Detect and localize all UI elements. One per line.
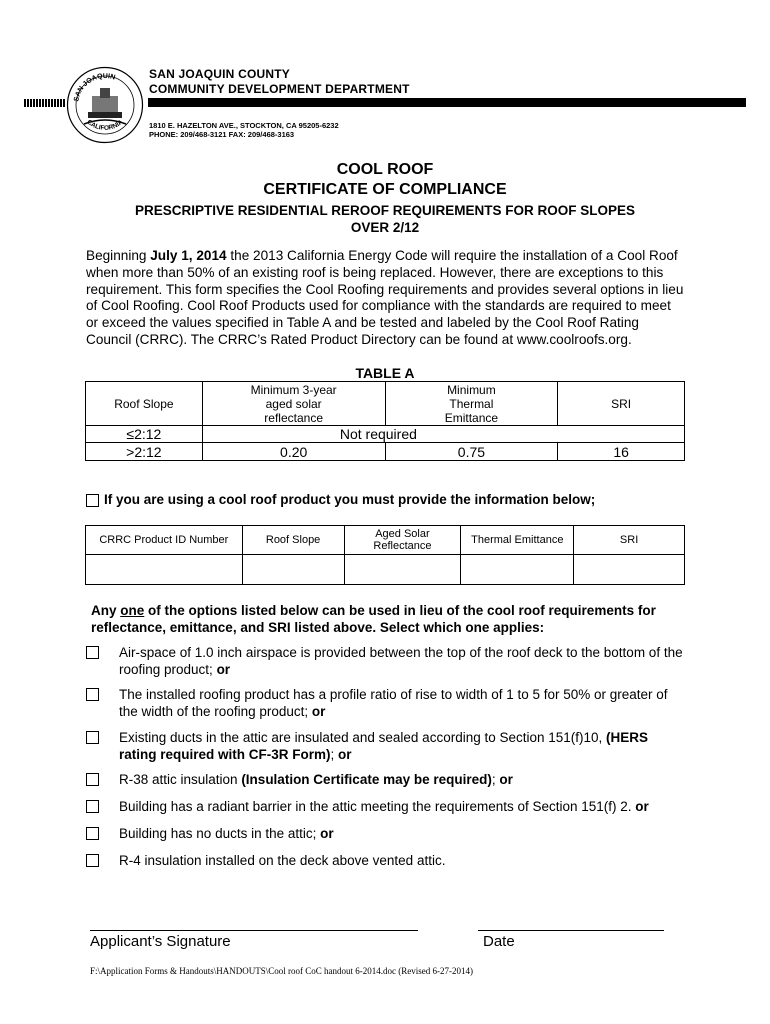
product-header-crrc-id: CRRC Product ID Number — [86, 526, 243, 555]
product-header-reflectance: Aged Solar Reflectance — [344, 526, 461, 555]
table-a-header-sri: SRI — [558, 382, 685, 426]
crrc-id-input-cell[interactable] — [86, 555, 243, 585]
form-title: COOL ROOF — [336, 161, 434, 178]
date-label: Date — [483, 933, 515, 950]
table-a-row1-not-required: Not required — [202, 426, 684, 443]
table-a-row2-slope: >2:12 — [86, 443, 203, 461]
product-info-table — [85, 525, 685, 585]
cool-roof-product-checkbox[interactable] — [86, 494, 99, 507]
option-no-ducts-checkbox[interactable] — [86, 827, 99, 840]
cool-roof-product-label: If you are using a cool roof product you must provide the information below; — [104, 492, 596, 507]
option-profile-ratio-checkbox[interactable] — [86, 688, 99, 701]
option-no-ducts-label: Building has no ducts in the attic; or — [119, 826, 334, 841]
option-r4-checkbox[interactable] — [86, 854, 99, 867]
table-a — [85, 381, 685, 461]
applicant-signature-label: Applicant’s Signature — [90, 933, 231, 950]
roof-slope-input-cell[interactable] — [242, 555, 344, 585]
table-a-row1-slope: ≤2:12 — [86, 426, 203, 443]
header-rule-bar — [148, 98, 746, 107]
option-radiant-barrier-label: Building has a radiant barrier in the attic meeting the requirements of Section 151(f) 2. or — [119, 799, 649, 814]
document-footer-path: F:\Application Forms & Handouts\HANDOUTS\Cool roof CoC handout 6-2014.doc (Revised 6-27-2014) — [90, 966, 473, 976]
table-a-row2-reflectance: 0.20 — [202, 443, 385, 461]
table-a-header-slope: Roof Slope — [86, 382, 203, 426]
option-profile-ratio-label: The installed roofing product has a profile ratio of rise to width of 1 to 5 for 50% or greater of the width of the roofing product; or — [119, 687, 668, 719]
product-header-emittance: Thermal Emittance — [461, 526, 574, 555]
table-a-header-emittance: Minimum Thermal Emittance — [385, 382, 558, 426]
option-airspace-checkbox[interactable] — [86, 646, 99, 659]
options-intro: Any one of the options listed below can be used in lieu of the cool roof requirements for reflectance, emittance, and SRI listed above. Select which one applies: — [91, 603, 656, 635]
date-line[interactable] — [478, 930, 664, 931]
table-a-row2-emittance: 0.75 — [385, 443, 558, 461]
department-address: 1810 E. HAZELTON AVE., STOCKTON, CA 95205-6232 — [149, 121, 339, 130]
sri-input-cell[interactable] — [574, 555, 685, 585]
department-name: COMMUNITY DEVELOPMENT DEPARTMENT — [149, 82, 410, 96]
county-seal-logo — [66, 66, 144, 144]
option-r38-label: R-38 attic insulation (Insulation Certificate may be required); or — [119, 772, 513, 787]
table-a-title: TABLE A — [355, 365, 415, 381]
intro-paragraph: Beginning July 1, 2014 the 2013 California Energy Code will require the installation of a Cool Roof when more than 50% of an existing roof is being replaced. However, there are exceptions to this requirement. This form specifies the Cool Roofing requirements and provides several options in lieu of Cool Roofing. Cool Roof Products used for compliance with the standards are required to meet or exceed the values specified in Table A and be tested and labeled by the Cool Roof Rating Council (CRRC). The CRRC’s Rated Product Directory can be found at www.coolroofs.org. — [86, 248, 684, 347]
applicant-signature-line[interactable] — [90, 930, 418, 931]
option-ducts-sealed-checkbox[interactable] — [86, 731, 99, 744]
seal-top-text: SAN JOAQUIN — [73, 72, 116, 103]
table-a-header-reflectance: Minimum 3-year aged solar reflectance — [202, 382, 385, 426]
department-phone: PHONE: 209/468-3121 FAX: 209/468-3163 — [149, 130, 295, 139]
option-airspace-label: Air-space of 1.0 inch airspace is provided between the top of the roof deck to the bottom of the roofing product; or — [119, 645, 683, 677]
option-ducts-sealed-label: Existing ducts in the attic are insulated and sealed according to Section 151(f)10, (HERS rating required with CF-3R Form); or — [119, 730, 649, 762]
product-header-slope: Roof Slope — [242, 526, 344, 555]
emittance-input-cell[interactable] — [461, 555, 574, 585]
header-rule-dotted — [24, 99, 66, 107]
option-radiant-barrier-checkbox[interactable] — [86, 800, 99, 813]
table-a-row2-sri: 16 — [558, 443, 685, 461]
form-title-line2: CERTIFICATE OF COMPLIANCE — [263, 181, 507, 198]
product-header-sri: SRI — [574, 526, 685, 555]
option-r38-checkbox[interactable] — [86, 773, 99, 786]
seal-bottom-text: CALIFORNIA — [85, 118, 125, 132]
reflectance-input-cell[interactable] — [344, 555, 461, 585]
county-name: SAN JOAQUIN COUNTY — [149, 67, 290, 81]
option-r4-label: R-4 insulation installed on the deck above vented attic. — [119, 853, 446, 868]
form-subtitle-line2: OVER 2/12 — [350, 220, 420, 235]
form-subtitle: PRESCRIPTIVE RESIDENTIAL REROOF REQUIREMENTS FOR ROOF SLOPES — [134, 203, 636, 218]
